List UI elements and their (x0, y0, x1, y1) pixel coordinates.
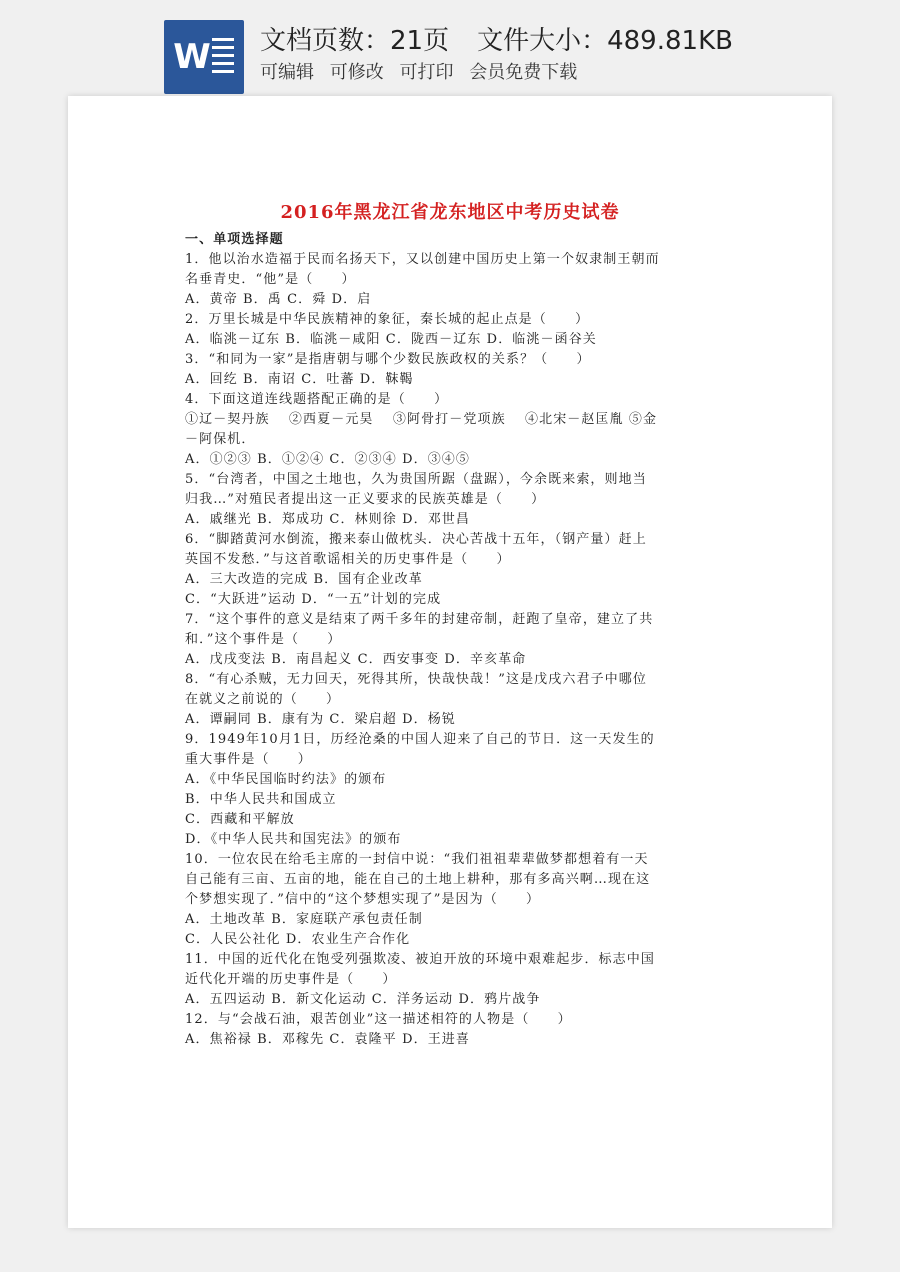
feature-editable: 可编辑 (260, 62, 314, 83)
page-count: 文档页数：21页 (260, 26, 450, 56)
text-line: A．①②③ B．①②④ C．②③④ D．③④⑤ (185, 452, 471, 467)
text-line: A．回纥 B．南诏 C．吐蕃 D．靺鞨 (185, 372, 414, 387)
feature-printable: 可打印 (399, 62, 454, 83)
text-line: 4．下面这道连线题搭配正确的是（ ） (185, 392, 449, 407)
text-line: 7．“这个事件的意义是结束了两千多年的封建帝制，赶跑了皇帝，建立了共 (185, 612, 654, 627)
file-size: 文件大小：489.81KB (477, 26, 733, 56)
text-line: 和．”这个事件是（ ） (185, 632, 342, 647)
text-line: B．中华人民共和国成立 (185, 792, 337, 807)
word-document-icon: W (164, 20, 244, 94)
text-line: 在就义之前说的（ ） (185, 692, 341, 707)
text-line: C．人民公社化 D．农业生产合作化 (185, 932, 411, 947)
text-line: 5．“台湾者，中国之土地也，久为贵国所踞（盘踞），今余既来索，则地当 (185, 472, 647, 487)
text-line: A．三大改造的完成 B．国有企业改革 (185, 572, 423, 587)
feature-free-download: 会员免费下载 (469, 62, 578, 83)
text-line: 8．“有心杀贼，无力回天，死得其所，快哉快哉！”这是戊戌六君子中哪位 (185, 672, 647, 687)
text-line: ①辽－契丹族 ②西夏－元昊 ③阿骨打－党项族 ④北宋－赵匡胤 ⑤金 (185, 412, 658, 427)
text-line: 12．与“会战石油，艰苦创业”这一描述相符的人物是（ ） (185, 1012, 572, 1027)
text-line: 自己能有三亩、五亩的地，能在自己的土地上耕种，那有多高兴啊…现在这 (185, 872, 651, 887)
feature-list (260, 58, 587, 84)
text-line: A．黄帝 B．禹 C．舜 D．启 (185, 292, 372, 307)
document-body (185, 230, 715, 1050)
text-line: －阿保机． (185, 432, 256, 447)
text-line: A．戚继光 B．郑成功 C．林则徐 D．邓世昌 (185, 512, 471, 527)
text-line: 11．中国的近代化在饱受列强欺凌、被迫开放的环境中艰难起步．标志中国 (185, 952, 655, 967)
text-line: 9．1949年10月1日，历经沧桑的中国人迎来了自己的节日．这一天发生的 (185, 732, 655, 747)
text-line: 重大事件是（ ） (185, 752, 312, 767)
feature-modifiable: 可修改 (329, 62, 384, 83)
text-line: 归我…”对殖民者提出这一正义要求的民族英雄是（ ） (185, 492, 546, 507)
text-line: 2．万里长城是中华民族精神的象征，秦长城的起止点是（ ） (185, 312, 590, 327)
text-line: A．五四运动 B．新文化运动 C．洋务运动 D．鸦片战争 (185, 992, 541, 1007)
text-line: A．戊戌变法 B．南昌起义 C．西安事变 D．辛亥革命 (185, 652, 527, 667)
text-line: A．焦裕禄 B．邓稼先 C．袁隆平 D．王进喜 (185, 1032, 471, 1047)
text-line: 3．“和同为一家”是指唐朝与哪个少数民族政权的关系？（ ） (185, 352, 591, 367)
section-heading: 一、单项选择题 (185, 232, 284, 247)
text-line: C．“大跃进”运动 D．“一五”计划的完成 (185, 592, 442, 607)
file-meta (260, 20, 733, 57)
text-line: 名垂青史．“他”是（ ） (185, 272, 356, 287)
text-line: A．临洮－辽东 B．临洮－咸阳 C．陇西－辽东 D．临洮－函谷关 (185, 332, 597, 347)
text-line: 6．“脚踏黄河水倒流，搬来泰山做枕头．决心苦战十五年，（钢产量）赶上 (185, 532, 647, 547)
text-line: A．土地改革 B．家庭联产承包责任制 (185, 912, 423, 927)
text-line: D．《中华人民共和国宪法》的颁布 (185, 832, 402, 847)
text-line: 个梦想实现了．”信中的“这个梦想实现了”是因为（ ） (185, 892, 541, 907)
text-line: 近代化开端的历史事件是（ ） (185, 972, 397, 987)
text-line: 1．他以治水造福于民而名扬天下，又以创建中国历史上第一个奴隶制王朝而 (185, 252, 660, 267)
document-page (68, 96, 832, 1228)
document-title: 2016年黑龙江省龙东地区中考历史试卷 (280, 202, 620, 223)
text-line: 英国不发愁．”与这首歌谣相关的历史事件是（ ） (185, 552, 511, 567)
text-line: A．《中华民国临时约法》的颁布 (185, 772, 387, 787)
text-line: 10．一位农民在给毛主席的一封信中说：“我们祖祖辈辈做梦都想着有一天 (185, 852, 649, 867)
text-line: C．西藏和平解放 (185, 812, 295, 827)
text-line: A．谭嗣同 B．康有为 C．梁启超 D．杨锐 (185, 712, 456, 727)
download-header (0, 0, 900, 100)
question-lines (185, 250, 715, 1050)
